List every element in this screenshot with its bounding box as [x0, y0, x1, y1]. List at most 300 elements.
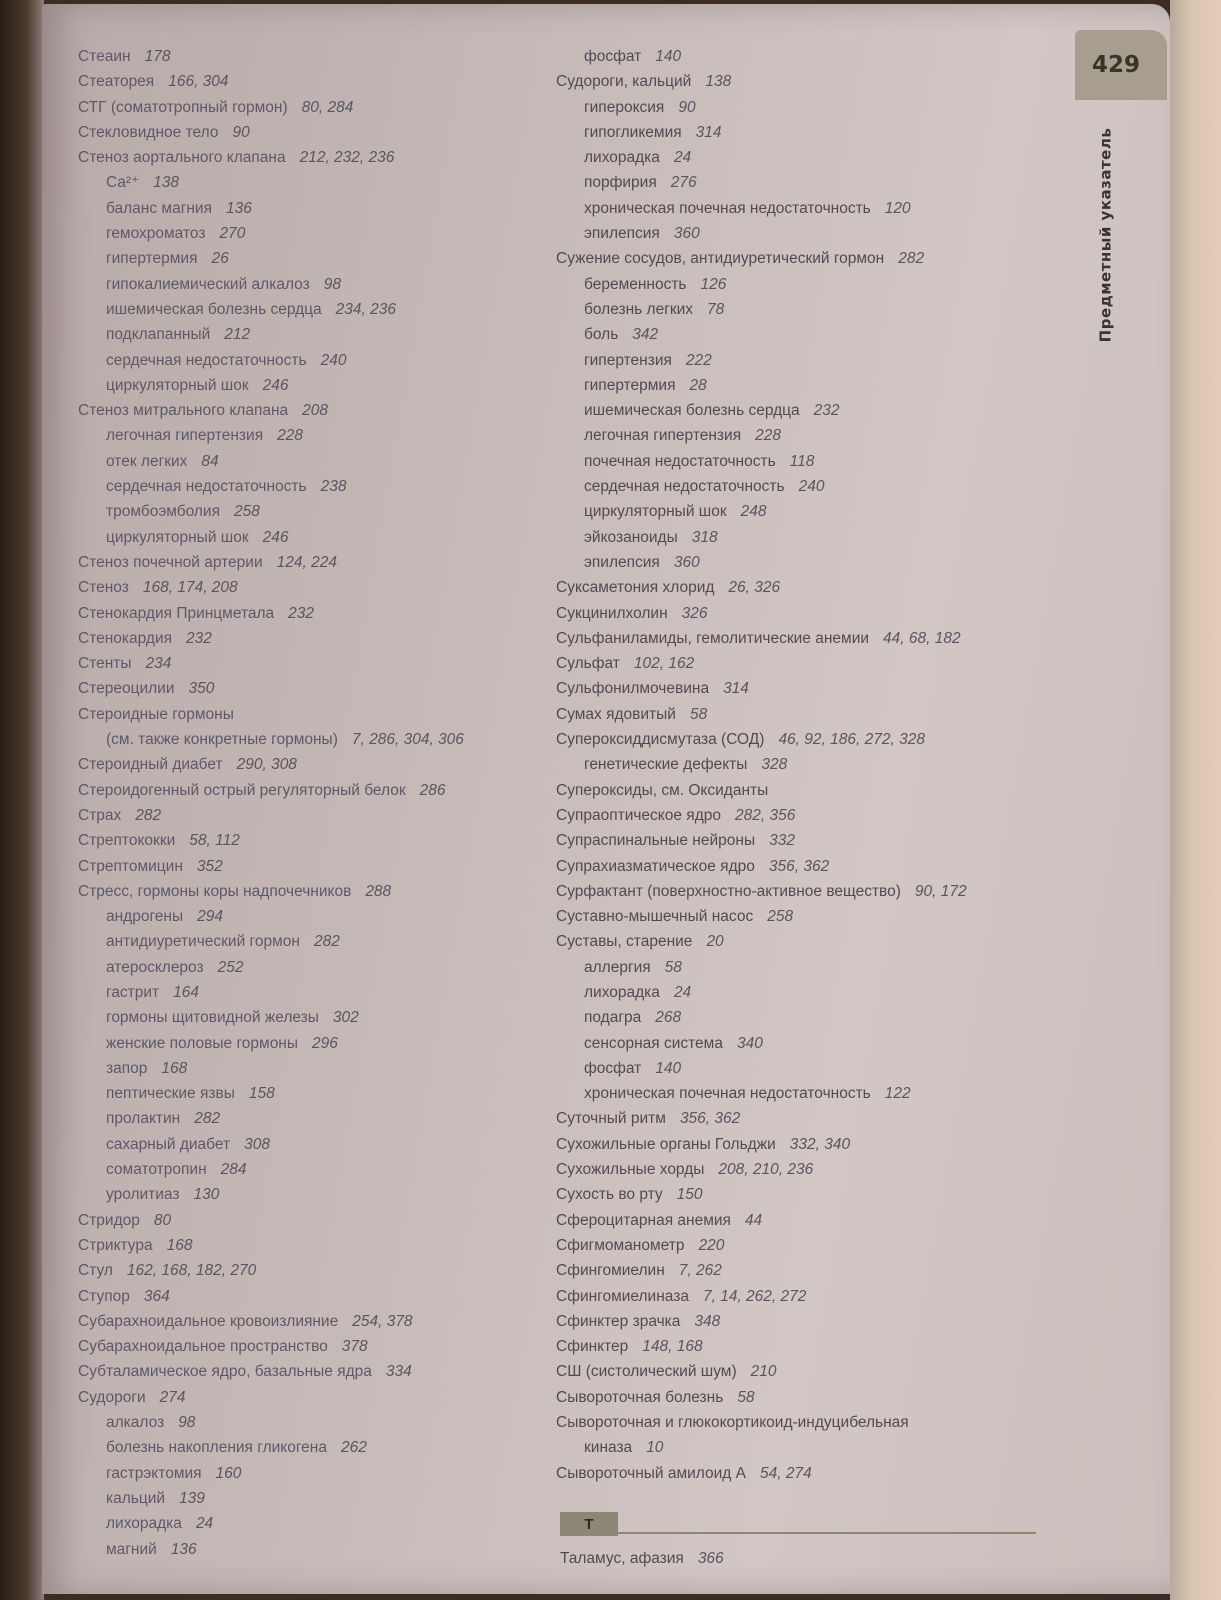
index-term: запор [106, 1059, 148, 1077]
index-term: беременность [584, 275, 687, 293]
index-subentry [78, 929, 548, 954]
index-pages: 46, 92, 186, 272, 328 [778, 731, 925, 749]
index-term: Стереоцилии [78, 680, 175, 698]
index-entry [556, 929, 1056, 954]
index-pages: 308 [244, 1135, 270, 1153]
index-subentry [556, 1031, 1056, 1056]
index-subentry [556, 373, 1056, 398]
book-spine-edge [0, 0, 44, 1600]
index-column-right [556, 44, 1056, 1486]
index-pages: 288 [365, 882, 392, 900]
index-term: Стеноз [78, 579, 129, 597]
index-pages: 328 [761, 756, 788, 774]
index-pages: 334 [385, 1363, 412, 1381]
index-entry [78, 120, 548, 145]
index-pages: 120 [884, 199, 911, 217]
index-pages: 270 [219, 225, 246, 243]
index-pages: 274 [159, 1388, 186, 1406]
index-pages: 220 [698, 1236, 725, 1254]
index-pages: 80, 284 [301, 98, 354, 116]
index-subentry [556, 550, 1056, 575]
index-term: Сурфактант (поверхностно-активное вещество) [556, 882, 901, 900]
index-term: сахарный диабет [106, 1135, 231, 1153]
index-term: женские половые гормоны [106, 1034, 299, 1052]
index-pages: 284 [220, 1161, 247, 1179]
index-subentry [78, 1537, 548, 1562]
index-term: циркуляторный шок [584, 503, 727, 521]
index-subentry [556, 297, 1056, 322]
index-entry [556, 904, 1056, 929]
index-entry [78, 550, 548, 575]
index-term: атеросклероз [106, 958, 204, 976]
index-entry [556, 1208, 1056, 1233]
index-term: Сумах ядовитый [556, 705, 676, 723]
index-term: Стрептококки [78, 832, 176, 850]
index-entry [78, 398, 548, 423]
index-pages: 168 [161, 1059, 188, 1077]
index-pages: 232 [288, 604, 315, 622]
index-term: Стеаторея [78, 73, 155, 91]
letter-badge: Т [560, 1512, 618, 1536]
index-subentry [78, 373, 548, 398]
index-entry [556, 1132, 1056, 1157]
index-term: Стридор [78, 1211, 140, 1229]
index-pages: 356, 362 [679, 1110, 741, 1128]
index-term: гипертензия [584, 351, 672, 369]
index-pages: 44, 68, 182 [883, 629, 961, 647]
letter-divider [618, 1532, 1036, 1534]
index-pages: 164 [173, 983, 200, 1001]
index-pages: 118 [789, 452, 815, 470]
index-term: гемохроматоз [106, 225, 206, 243]
index-subentry [556, 449, 1056, 474]
index-entry [78, 601, 548, 626]
index-term: Стенты [78, 655, 132, 673]
index-entry [556, 727, 1056, 752]
index-subentry [556, 499, 1056, 524]
index-term: Суставы, старение [556, 933, 693, 951]
index-pages: 168, 174, 208 [142, 579, 238, 597]
index-subentry [78, 1182, 548, 1207]
index-term: Таламус, афазия [560, 1550, 684, 1567]
index-term: подагра [584, 1009, 642, 1027]
index-entry [78, 1309, 548, 1334]
index-pages: 140 [655, 1059, 682, 1077]
index-pages: 58, 112 [189, 832, 240, 850]
index-entry [78, 1233, 548, 1258]
index-subentry [78, 348, 548, 373]
index-entry [556, 1385, 1056, 1410]
index-entry [78, 752, 548, 777]
index-entry [560, 1550, 724, 1568]
index-entry [556, 1258, 1056, 1283]
index-subentry [78, 170, 548, 195]
index-subentry [78, 1410, 548, 1435]
index-pages: 160 [215, 1464, 242, 1482]
index-term: Стеаин [78, 48, 131, 65]
index-term: Сывороточная болезнь [556, 1388, 724, 1406]
index-pages: 282 [194, 1110, 221, 1128]
index-subentry [556, 170, 1056, 195]
index-entry [556, 879, 1056, 904]
index-term: Стенокардия [78, 629, 173, 647]
index-entry [556, 1359, 1056, 1384]
index-term: лихорадка [106, 1515, 182, 1533]
index-pages: 58 [737, 1388, 755, 1406]
index-term: Стеноз почечной артерии [78, 553, 263, 571]
index-pages: 222 [685, 351, 712, 369]
index-term: Супраоптическое ядро [556, 806, 721, 824]
index-entry [78, 95, 548, 120]
index-term: Сужение сосудов, антидиуретический гормон [556, 250, 885, 268]
index-term: гормоны щитовидной железы [106, 1009, 319, 1027]
index-entry [556, 246, 1056, 271]
index-term: антидиуретический гормон [106, 933, 300, 951]
index-pages: 126 [700, 275, 727, 293]
index-term: тромбоэмболия [106, 503, 220, 521]
index-term: легочная гипертензия [584, 427, 742, 445]
index-term: Суставно-мышечный насос [556, 908, 754, 926]
index-term: Супероксиддисмутаза (СОД) [556, 731, 765, 749]
index-entry [556, 1106, 1056, 1131]
index-entry [556, 651, 1056, 676]
page-edge-background [1170, 0, 1221, 1600]
index-pages: 290, 308 [236, 756, 297, 774]
index-entry [556, 1334, 1056, 1359]
index-term: гипертермия [106, 250, 198, 268]
index-term: Стероидные гормоны [78, 705, 234, 723]
index-pages: 158 [248, 1085, 275, 1103]
index-term: Сывороточный амилоид А [556, 1464, 746, 1482]
index-subentry [556, 120, 1056, 145]
index-pages: 212, 232, 236 [299, 149, 395, 167]
index-subentry [78, 727, 548, 752]
index-term: киназа [584, 1439, 633, 1457]
index-pages: 98 [178, 1414, 196, 1432]
index-pages: 228 [755, 427, 781, 445]
index-term: Субарахноидальное пространство [78, 1338, 328, 1356]
index-term: Стрептомицин [78, 857, 183, 875]
index-subentry [556, 752, 1056, 777]
index-entry [78, 1385, 548, 1410]
index-term: сердечная недостаточность [584, 478, 785, 496]
index-pages: 7, 262 [678, 1262, 722, 1280]
index-subentry [556, 196, 1056, 221]
index-term: легочная гипертензия [106, 427, 264, 445]
index-entry [556, 778, 1056, 803]
index-entry [556, 702, 1056, 727]
index-entry [556, 1410, 1056, 1435]
index-pages: 212 [224, 326, 251, 344]
index-subentry [556, 1435, 1056, 1460]
index-subentry [78, 955, 548, 980]
index-pages: 262 [340, 1439, 367, 1457]
index-pages: 178 [144, 48, 171, 65]
index-term: Сухожильные хорды [556, 1161, 705, 1179]
index-pages: 58 [664, 958, 682, 976]
index-subentry [78, 1157, 548, 1182]
index-term: соматотропин [106, 1161, 207, 1179]
index-subentry [556, 980, 1056, 1005]
index-pages: 248 [740, 503, 767, 521]
index-pages: 124, 224 [276, 553, 337, 571]
index-pages: 352 [196, 857, 223, 875]
page-number: 429 [1091, 52, 1140, 78]
index-pages: 360 [673, 553, 700, 571]
index-term: подклапанный [106, 326, 211, 344]
index-term: Судороги [78, 1388, 146, 1406]
index-term: Сфинктер [556, 1338, 629, 1356]
index-term: сердечная недостаточность [106, 478, 307, 496]
index-term: боль [584, 326, 619, 344]
index-term: фосфат [584, 1059, 642, 1077]
index-term: болезнь легких [584, 300, 694, 318]
index-term: Стенокардия Принцметала [78, 604, 275, 622]
index-entry [78, 69, 548, 94]
index-pages: 148, 168 [642, 1338, 703, 1356]
index-entry [556, 69, 1056, 94]
index-pages: 342 [632, 326, 659, 344]
index-term: гипогликемия [584, 123, 682, 141]
index-subentry [78, 272, 548, 297]
index-subentry [78, 904, 548, 929]
index-subentry [78, 1511, 548, 1536]
index-entry [78, 1284, 548, 1309]
page-number-tab [1075, 30, 1167, 100]
index-term: Сфинктер зрачка [556, 1312, 681, 1330]
index-subentry [556, 1081, 1056, 1106]
index-entry [556, 1309, 1056, 1334]
index-pages: 98 [323, 275, 341, 293]
index-entry [78, 1334, 548, 1359]
index-pages: 140 [655, 48, 682, 65]
index-subentry [78, 525, 548, 550]
index-term: отек легких [106, 452, 188, 470]
index-term: Стресс, гормоны коры надпочечников [78, 882, 352, 900]
index-term: гипероксия [584, 98, 665, 116]
index-term: уролитиаз [106, 1186, 180, 1204]
index-pages: 90 [232, 123, 250, 141]
index-pages: 210 [750, 1363, 777, 1381]
index-subentry [556, 1056, 1056, 1081]
index-entry [556, 1461, 1056, 1486]
index-pages: 208 [302, 402, 329, 420]
index-subentry [556, 95, 1056, 120]
index-pages: 78 [707, 300, 725, 318]
index-pages: 364 [143, 1287, 170, 1305]
index-pages: 366 [697, 1550, 724, 1567]
index-subentry [78, 322, 548, 347]
index-term: Сфероцитарная анемия [556, 1211, 731, 1229]
index-entry [556, 676, 1056, 701]
index-pages: 232 [186, 629, 212, 647]
index-term: болезнь накопления гликогена [106, 1439, 327, 1457]
index-entry [556, 1284, 1056, 1309]
index-pages: 130 [193, 1186, 220, 1204]
index-entry [78, 1258, 548, 1283]
index-term: гипокалиемический алкалоз [106, 275, 310, 293]
index-term: Сфигмоманометр [556, 1236, 685, 1254]
index-pages: 258 [767, 908, 794, 926]
index-pages: 166, 304 [168, 73, 229, 91]
index-term: ишемическая болезнь сердца [584, 402, 800, 420]
index-entry [78, 626, 548, 651]
index-pages: 258 [233, 503, 260, 521]
index-entry [78, 702, 548, 727]
index-pages: 326 [681, 604, 708, 622]
index-pages: 28 [689, 376, 707, 394]
index-entry [78, 575, 548, 600]
index-entry [556, 828, 1056, 853]
index-pages: 318 [691, 528, 718, 546]
index-pages: 208, 210, 236 [718, 1161, 814, 1179]
index-term: Субарахноидальное кровоизлияние [78, 1312, 339, 1330]
index-entry [556, 854, 1056, 879]
index-pages: 7, 286, 304, 306 [351, 731, 464, 749]
index-term: Сульфаниламиды, гемолитические анемии [556, 629, 870, 647]
index-entry [556, 1157, 1056, 1182]
index-subentry [556, 525, 1056, 550]
index-pages: 102, 162 [633, 655, 695, 673]
index-pages: 246 [262, 528, 289, 546]
index-pages: 139 [179, 1489, 205, 1507]
index-term: фосфат [584, 48, 642, 65]
index-entry [78, 828, 548, 853]
index-subentry [556, 1005, 1056, 1030]
index-term: хроническая почечная недостаточность [584, 199, 871, 217]
index-term: Стеноз митрального клапана [78, 402, 289, 420]
index-pages: 294 [197, 908, 223, 926]
index-pages: 296 [312, 1034, 338, 1052]
index-subentry [78, 196, 548, 221]
index-term: Стеноз аортального клапана [78, 149, 286, 167]
index-subentry [556, 955, 1056, 980]
index-pages: 234, 236 [335, 300, 396, 318]
index-pages: 122 [884, 1085, 911, 1103]
index-term: ишемическая болезнь сердца [106, 300, 322, 318]
index-term: Стул [78, 1262, 113, 1280]
index-term: гипертермия [584, 376, 676, 394]
index-term: Стероидогенный острый регуляторный белок [78, 781, 406, 799]
index-entry [78, 145, 548, 170]
index-term: СТГ (соматотропный гормон) [78, 98, 288, 116]
index-pages: 268 [655, 1009, 682, 1027]
index-subentry [78, 1486, 548, 1511]
index-pages: 58 [689, 705, 708, 723]
index-term: почечная недостаточность [584, 452, 776, 470]
index-pages: 282, 356 [734, 806, 796, 824]
index-term: Сульфат [556, 655, 620, 673]
index-pages: 378 [341, 1338, 368, 1356]
index-pages: 276 [670, 174, 697, 192]
index-subentry [78, 246, 548, 271]
index-pages: 282 [135, 806, 162, 824]
index-pages: 228 [277, 427, 303, 445]
index-term: Страх [78, 806, 122, 824]
index-pages: 26 [211, 250, 229, 268]
index-subentry [78, 297, 548, 322]
section-side-label [1085, 120, 1125, 350]
index-pages: 302 [332, 1009, 359, 1027]
index-entry [556, 575, 1056, 600]
index-pages: 332 [769, 832, 795, 850]
index-pages: 252 [217, 958, 244, 976]
index-subentry [78, 1461, 548, 1486]
index-column-left [78, 44, 548, 1562]
index-pages: 340 [736, 1034, 763, 1052]
index-term: гастрит [106, 983, 160, 1001]
index-term: Стриктура [78, 1236, 153, 1254]
index-term: Судороги, кальций [556, 73, 692, 91]
index-entry [556, 626, 1056, 651]
index-pages: 54, 274 [759, 1464, 812, 1482]
index-entry [78, 879, 548, 904]
index-pages: 232 [813, 402, 840, 420]
index-term: гастрэктомия [106, 1464, 202, 1482]
index-term: лихорадка [584, 983, 660, 1001]
index-term: Супрахиазматическое ядро [556, 857, 755, 875]
index-entry [556, 1233, 1056, 1258]
index-pages: 314 [723, 680, 749, 698]
index-term: Сфингомиелиназа [556, 1287, 689, 1305]
index-term: хроническая почечная недостаточность [584, 1085, 871, 1103]
index-pages: 138 [153, 174, 180, 192]
index-term: сенсорная система [584, 1034, 723, 1052]
index-pages: 24 [673, 149, 692, 167]
section-label: Предметный указатель [1096, 127, 1114, 343]
index-term: порфирия [584, 174, 657, 192]
index-subentry [556, 221, 1056, 246]
index-subentry [556, 145, 1056, 170]
index-term: Сульфонилмочевина [556, 680, 710, 698]
index-term: Супероксиды, см. Оксиданты [556, 781, 769, 799]
index-term: магний [106, 1540, 157, 1558]
index-term: алкалоз [106, 1414, 165, 1432]
index-subentry [556, 423, 1056, 448]
index-pages: 168 [166, 1236, 193, 1254]
index-subentry [556, 44, 1056, 69]
index-pages: 44 [744, 1211, 763, 1229]
index-pages: 24 [673, 983, 692, 1001]
index-subentry [556, 474, 1056, 499]
index-term: эпилепсия [584, 225, 660, 243]
index-entry [78, 651, 548, 676]
index-subentry [78, 449, 548, 474]
index-term: кальций [106, 1489, 166, 1507]
index-pages: 80 [153, 1211, 172, 1229]
index-subentry [78, 221, 548, 246]
index-pages: 356, 362 [768, 857, 830, 875]
index-term: СШ (систолический шум) [556, 1363, 737, 1381]
index-term: Ступор [78, 1287, 130, 1305]
index-subentry [78, 1031, 548, 1056]
index-subentry [78, 474, 548, 499]
index-subentry [78, 1056, 548, 1081]
index-entry [78, 778, 548, 803]
index-entry [556, 1182, 1056, 1207]
index-subentry [556, 398, 1056, 423]
index-pages: 350 [188, 680, 215, 698]
index-pages: 84 [201, 452, 219, 470]
index-pages: 282 [313, 933, 340, 951]
index-entry [78, 676, 548, 701]
index-pages: 26, 326 [728, 579, 781, 597]
index-term: Сукцинилхолин [556, 604, 668, 622]
letter-section-header [560, 1512, 1036, 1536]
index-term: баланс магния [106, 199, 212, 217]
index-entry [78, 803, 548, 828]
index-term: лихорадка [584, 149, 660, 167]
